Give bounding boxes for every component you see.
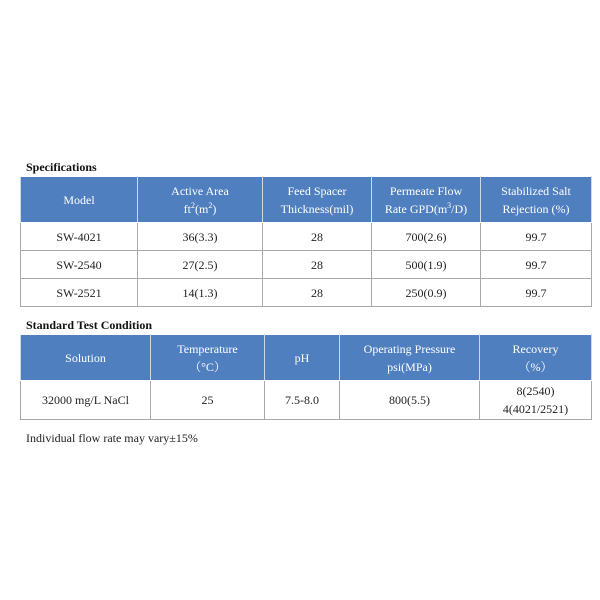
cell-salt-rejection: 99.7	[481, 279, 592, 307]
cell-feed-spacer: 28	[263, 223, 372, 251]
cell-temperature: 25	[151, 381, 265, 420]
header-ph: pH	[265, 335, 340, 381]
cell-operating-pressure: 800(5.5)	[340, 381, 480, 420]
table-row	[21, 251, 592, 279]
cell-model: SW-2521	[21, 279, 138, 307]
table-row	[21, 279, 592, 307]
cell-feed-spacer: 28	[263, 279, 372, 307]
header-temperature: Temperature （°C）	[151, 335, 265, 381]
specifications-title: Specifications	[26, 160, 97, 174]
header-solution: Solution	[21, 335, 151, 381]
table-row	[21, 381, 592, 420]
cell-permeate-flow: 250(0.9)	[372, 279, 481, 307]
cell-feed-spacer: 28	[263, 251, 372, 279]
specifications-header-row	[21, 177, 592, 223]
cell-active-area: 14(1.3)	[138, 279, 263, 307]
cell-active-area: 27(2.5)	[138, 251, 263, 279]
test-condition-header-row	[21, 335, 592, 381]
header-feed-spacer: Feed Spacer Thickness(mil)	[263, 177, 372, 223]
cell-ph: 7.5-8.0	[265, 381, 340, 420]
header-recovery: Recovery （%）	[480, 335, 592, 381]
cell-active-area: 36(3.3)	[138, 223, 263, 251]
table-row	[21, 223, 592, 251]
cell-solution: 32000 mg/L NaCl	[21, 381, 151, 420]
header-model: Model	[21, 177, 138, 223]
cell-model: SW-2540	[21, 251, 138, 279]
cell-recovery: 8(2540) 4(4021/2521)	[480, 381, 592, 420]
footnote: Individual flow rate may vary±15%	[26, 431, 198, 445]
cell-salt-rejection: 99.7	[481, 251, 592, 279]
header-permeate-flow: Permeate Flow Rate $GPD(m^3/D)$	[372, 177, 481, 223]
cell-permeate-flow: 500(1.9)	[372, 251, 481, 279]
header-operating-pressure: Operating Pressure psi(MPa)	[340, 335, 480, 381]
cell-salt-rejection: 99.7	[481, 223, 592, 251]
cell-permeate-flow: 700(2.6)	[372, 223, 481, 251]
test-condition-title: Standard Test Condition	[26, 318, 153, 332]
specifications-table	[20, 176, 592, 307]
header-salt-rejection: Stabilized Salt Rejection (%)	[481, 177, 592, 223]
test-condition-table	[20, 334, 592, 420]
header-active-area: Active Area $ft^2(m^2)$	[138, 177, 263, 223]
cell-model: SW-4021	[21, 223, 138, 251]
